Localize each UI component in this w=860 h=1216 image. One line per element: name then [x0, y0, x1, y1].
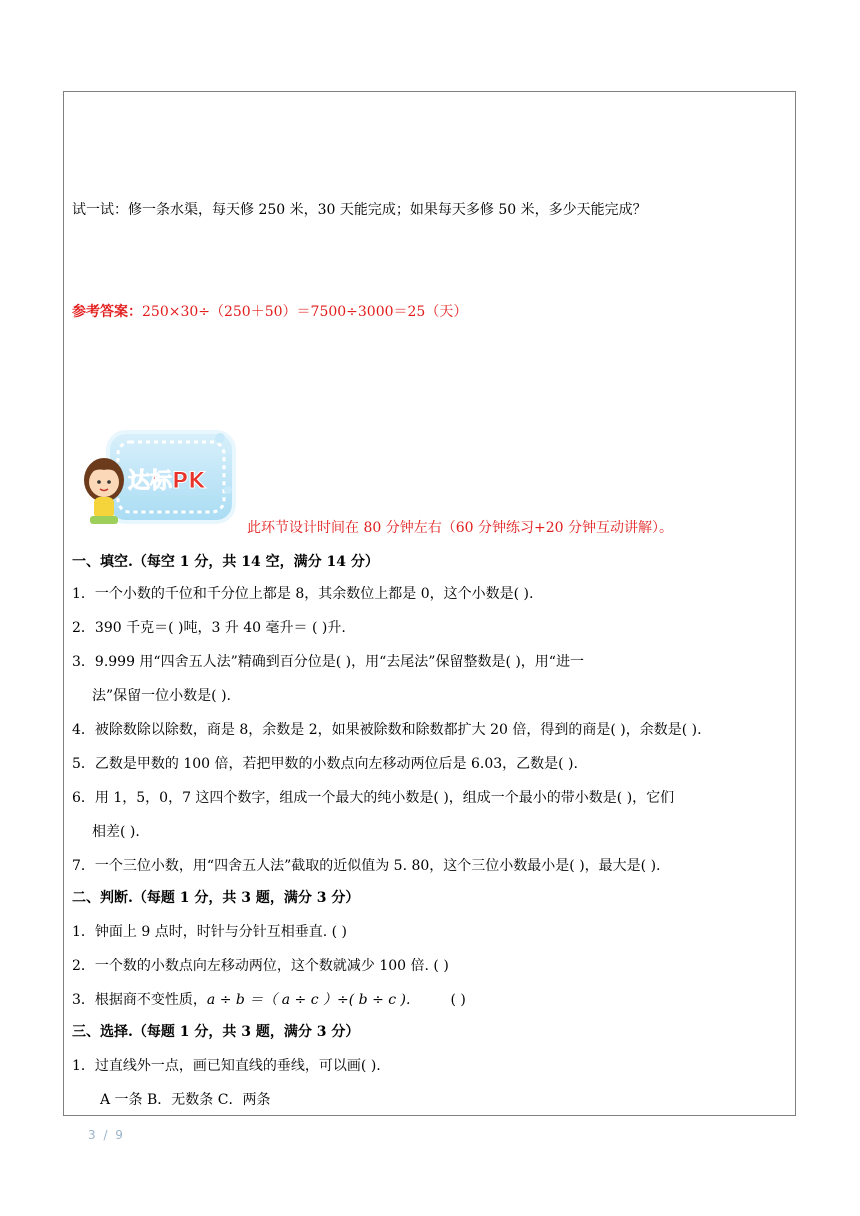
question-2-3 [72, 990, 466, 1010]
reference-answer-text: 250×30÷（250＋50）＝7500÷3000＝25（天） [142, 304, 468, 320]
question-2-3-formula: a ÷ b ＝（ a ÷ c ）÷( b ÷ c ). [206, 992, 411, 1008]
question-3-1: 1．过直线外一点，画已知直线的垂线，可以画( ). [72, 1058, 381, 1074]
reference-answer [72, 302, 467, 322]
time-note: 此环节设计时间在 80 分钟左右（60 分钟练习+20 分钟互动讲解）。 [247, 520, 673, 536]
question-1-4: 4．被除数除以除数，商是 8，余数是 2，如果被除数和除数都扩大 20 倍，得到的商是( )，余数是( ). [72, 722, 702, 738]
try-it-question: 试一试：修一条水渠，每天修 250 米，30 天能完成；如果每天多修 50 米，多少天能完成？ [72, 202, 647, 218]
question-2-3-prefix: 3．根据商不变性质， [72, 992, 207, 1008]
section2-heading: 二、判断.（每题 1 分，共 3 题，满分 3 分） [72, 890, 360, 906]
question-1-7: 7．一个三位小数，用“四舍五人法”截取的近似值为 5. 80，这个三位小数最小是( )，最大是( ). [72, 858, 661, 874]
question-1-5: 5．乙数是甲数的 100 倍，若把甲数的小数点向左移动两位后是 6.03，乙数是( ). [72, 756, 578, 772]
section1-heading: 一、填空.（每空 1 分，共 14 空，满分 14 分） [72, 554, 379, 570]
reference-answer-label: 参考答案： [72, 304, 142, 320]
pk-badge-illustration [78, 424, 242, 532]
badge-text: 达标PK [128, 469, 206, 494]
question-1-3-line1: 3．9.999 用“四舍五人法”精确到百分位是( )，用“去尾法”保留整数是( )，用“进一 [72, 654, 584, 670]
section3-heading: 三、选择.（每题 1 分，共 3 题，满分 3 分） [72, 1024, 360, 1040]
question-2-3-blank: ( ) [450, 992, 466, 1008]
question-2-1: 1．钟面上 9 点时，时针与分针互相垂直. ( ) [72, 924, 347, 940]
question-1-1: 1．一个小数的千位和千分位上都是 8，其余数位上都是 0，这个小数是( ). [72, 586, 534, 602]
question-1-6-line2: 相差( ). [92, 824, 140, 840]
question-1-6-line1: 6．用 1，5，0，7 这四个数字，组成一个最大的纯小数是( )，组成一个最小的带小数是( )，它们 [72, 790, 675, 806]
page-number: 3 / 9 [88, 1128, 125, 1142]
question-2-2: 2．一个数的小数点向左移动两位，这个数就减少 100 倍. ( ) [72, 958, 449, 974]
question-3-1-options: A 一条 B．无数条 C．两条 [100, 1092, 271, 1108]
question-1-2: 2．390 千克＝( )吨，3 升 40 毫升＝ ( )升. [72, 620, 346, 636]
question-1-3-line2: 法”保留一位小数是( ). [92, 688, 231, 704]
